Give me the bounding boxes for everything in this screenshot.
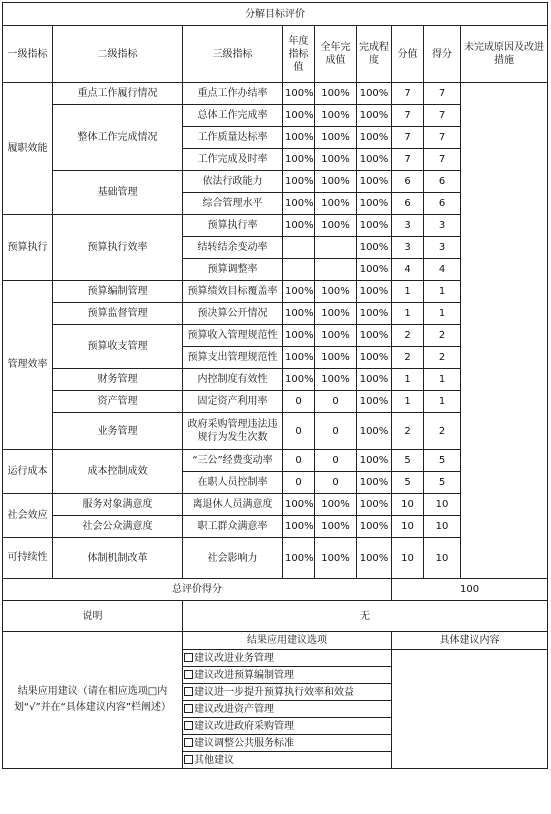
completion-cell: 100% xyxy=(357,215,392,237)
level2-cell: 预算监督管理 xyxy=(53,303,183,325)
score-cell: 1 xyxy=(424,303,461,325)
score-value-cell: 7 xyxy=(392,105,424,127)
group-budget-execution: 预算执行 xyxy=(3,215,53,281)
score-cell: 1 xyxy=(424,391,461,413)
score-cell: 2 xyxy=(424,413,461,450)
level3-cell: 职工群众满意率 xyxy=(183,516,283,538)
suggestion-option[interactable] xyxy=(183,650,392,667)
score-cell: 5 xyxy=(424,450,461,472)
score-value-cell: 4 xyxy=(392,259,424,281)
score-cell: 10 xyxy=(424,538,461,579)
score-value-cell: 3 xyxy=(392,237,424,259)
checkbox-icon[interactable] xyxy=(184,670,193,679)
level3-cell: 预算绩效目标覆盖率 xyxy=(183,281,283,303)
level2-cell: 预算执行效率 xyxy=(53,215,183,281)
level3-cell: 固定资产利用率 xyxy=(183,391,283,413)
level2-cell: 社会公众满意度 xyxy=(53,516,183,538)
score-value-cell: 10 xyxy=(392,538,424,579)
suggestion-header-row xyxy=(3,632,548,650)
total-row xyxy=(3,579,548,601)
target-cell: 100% xyxy=(283,494,315,516)
level3-cell: 预算执行率 xyxy=(183,215,283,237)
table-title: 分解目标评价 xyxy=(3,3,548,26)
suggestion-option[interactable] xyxy=(183,701,392,718)
level2-cell: 预算编制管理 xyxy=(53,281,183,303)
level2-cell: 预算收支管理 xyxy=(53,325,183,369)
suggestion-option-label: 建议调整公共服务标准 xyxy=(194,737,294,749)
completion-cell: 100% xyxy=(357,369,392,391)
suggestion-option[interactable] xyxy=(183,667,392,684)
full-year-cell: 100% xyxy=(315,303,357,325)
score-value-cell: 2 xyxy=(392,413,424,450)
full-year-cell: 100% xyxy=(315,347,357,369)
suggestion-label: 结果应用建议（请在相应选项□内划“√”并在“具体建议内容”栏阐述） xyxy=(3,632,183,769)
suggestion-option-label: 其他建议 xyxy=(194,754,234,766)
target-cell: 0 xyxy=(283,413,315,450)
target-cell: 100% xyxy=(283,516,315,538)
score-cell: 7 xyxy=(424,105,461,127)
score-value-cell: 2 xyxy=(392,347,424,369)
completion-cell: 100% xyxy=(357,516,392,538)
level3-cell: 内控制度有效性 xyxy=(183,369,283,391)
score-cell: 1 xyxy=(424,369,461,391)
group-performance: 履职效能 xyxy=(3,83,53,215)
level2-cell: 业务管理 xyxy=(53,413,183,450)
score-value-cell: 2 xyxy=(392,325,424,347)
header-reason: 未完成原因及改进措施 xyxy=(461,26,548,83)
target-cell: 100% xyxy=(283,215,315,237)
completion-cell: 100% xyxy=(357,450,392,472)
checkbox-icon[interactable] xyxy=(184,738,193,747)
full-year-cell: 100% xyxy=(315,494,357,516)
target-cell: 100% xyxy=(283,127,315,149)
full-year-cell: 100% xyxy=(315,83,357,105)
score-cell: 4 xyxy=(424,259,461,281)
full-year-cell: 100% xyxy=(315,281,357,303)
level2-cell: 服务对象满意度 xyxy=(53,494,183,516)
target-cell: 100% xyxy=(283,303,315,325)
completion-cell: 100% xyxy=(357,105,392,127)
suggestion-option-label: 建议改进业务管理 xyxy=(194,652,274,664)
completion-cell: 100% xyxy=(357,281,392,303)
score-cell: 6 xyxy=(424,193,461,215)
suggestion-option[interactable] xyxy=(183,735,392,752)
full-year-cell: 0 xyxy=(315,472,357,494)
level2-cell: 整体工作完成情况 xyxy=(53,105,183,171)
score-cell: 7 xyxy=(424,149,461,171)
table-row xyxy=(3,83,548,105)
suggestion-option-label: 建议改进预算编制管理 xyxy=(194,669,294,681)
completion-cell: 100% xyxy=(357,325,392,347)
header-score-value: 分值 xyxy=(392,26,424,83)
completion-cell: 100% xyxy=(357,193,392,215)
level2-cell: 成本控制成效 xyxy=(53,450,183,494)
evaluation-sheet xyxy=(2,2,547,769)
header-completion: 完成程度 xyxy=(357,26,392,83)
completion-cell: 100% xyxy=(357,303,392,325)
full-year-cell: 0 xyxy=(315,391,357,413)
level3-cell: 预算收入管理规范性 xyxy=(183,325,283,347)
score-cell: 1 xyxy=(424,281,461,303)
full-year-cell: 100% xyxy=(315,171,357,193)
target-cell xyxy=(283,259,315,281)
score-value-cell: 7 xyxy=(392,149,424,171)
completion-cell: 100% xyxy=(357,538,392,579)
level3-cell: 社会影响力 xyxy=(183,538,283,579)
suggestion-option[interactable] xyxy=(183,752,392,769)
level3-cell: 重点工作办结率 xyxy=(183,83,283,105)
completion-cell: 100% xyxy=(357,149,392,171)
level3-cell: 工作质量达标率 xyxy=(183,127,283,149)
score-value-cell: 1 xyxy=(392,303,424,325)
score-cell: 2 xyxy=(424,325,461,347)
header-row xyxy=(3,26,548,83)
suggestion-options-header: 结果应用建议选项 xyxy=(183,632,392,650)
score-value-cell: 1 xyxy=(392,281,424,303)
full-year-cell: 100% xyxy=(315,105,357,127)
level2-cell: 体制机制改革 xyxy=(53,538,183,579)
level3-cell: 结转结余变动率 xyxy=(183,237,283,259)
level2-cell: 重点工作履行情况 xyxy=(53,83,183,105)
full-year-cell: 100% xyxy=(315,215,357,237)
score-cell: 10 xyxy=(424,516,461,538)
score-cell: 3 xyxy=(424,237,461,259)
target-cell xyxy=(283,237,315,259)
checkbox-icon[interactable] xyxy=(184,687,193,696)
completion-cell: 100% xyxy=(357,171,392,193)
completion-cell: 100% xyxy=(357,83,392,105)
group-sustainability: 可持续性 xyxy=(3,538,53,579)
target-cell: 0 xyxy=(283,472,315,494)
suggestion-option-label: 建议改进资产管理 xyxy=(194,703,274,715)
completion-cell: 100% xyxy=(357,347,392,369)
group-operating-cost: 运行成本 xyxy=(3,450,53,494)
header-level3: 三级指标 xyxy=(183,26,283,83)
score-cell: 10 xyxy=(424,494,461,516)
full-year-cell: 100% xyxy=(315,538,357,579)
evaluation-table xyxy=(2,2,548,769)
score-cell: 6 xyxy=(424,171,461,193)
target-cell: 0 xyxy=(283,391,315,413)
completion-cell: 100% xyxy=(357,472,392,494)
level3-cell: 政府采购管理违法违规行为发生次数 xyxy=(183,413,283,450)
level3-cell: 离退休人员满意度 xyxy=(183,494,283,516)
score-value-cell: 10 xyxy=(392,494,424,516)
level3-cell: “三公”经费变动率 xyxy=(183,450,283,472)
suggestion-option[interactable] xyxy=(183,718,392,735)
header-level1: 一级指标 xyxy=(3,26,53,83)
score-value-cell: 1 xyxy=(392,391,424,413)
target-cell: 100% xyxy=(283,325,315,347)
total-value: 100 xyxy=(392,579,548,601)
target-cell: 100% xyxy=(283,193,315,215)
score-cell: 7 xyxy=(424,83,461,105)
target-cell: 100% xyxy=(283,83,315,105)
target-cell: 100% xyxy=(283,171,315,193)
checkbox-icon[interactable] xyxy=(184,721,193,730)
level2-cell: 财务管理 xyxy=(53,369,183,391)
note-label: 说明 xyxy=(3,601,183,632)
full-year-cell xyxy=(315,259,357,281)
full-year-cell xyxy=(315,237,357,259)
score-value-cell: 7 xyxy=(392,127,424,149)
level3-cell: 在职人员控制率 xyxy=(183,472,283,494)
group-social-effect: 社会效应 xyxy=(3,494,53,538)
level3-cell: 依法行政能力 xyxy=(183,171,283,193)
suggestion-detail-header: 具体建议内容 xyxy=(392,632,548,650)
checkbox-icon[interactable] xyxy=(184,653,193,662)
header-full-year-value: 全年完成值 xyxy=(315,26,357,83)
target-cell: 100% xyxy=(283,369,315,391)
score-value-cell: 1 xyxy=(392,369,424,391)
full-year-cell: 100% xyxy=(315,127,357,149)
reason-cell xyxy=(461,83,548,579)
score-cell: 5 xyxy=(424,472,461,494)
score-value-cell: 6 xyxy=(392,171,424,193)
completion-cell: 100% xyxy=(357,259,392,281)
full-year-cell: 100% xyxy=(315,149,357,171)
score-cell: 3 xyxy=(424,215,461,237)
level2-cell: 基础管理 xyxy=(53,171,183,215)
score-value-cell: 5 xyxy=(392,472,424,494)
target-cell: 0 xyxy=(283,450,315,472)
full-year-cell: 100% xyxy=(315,325,357,347)
target-cell: 100% xyxy=(283,347,315,369)
header-score: 得分 xyxy=(424,26,461,83)
score-cell: 2 xyxy=(424,347,461,369)
level3-cell: 综合管理水平 xyxy=(183,193,283,215)
full-year-cell: 0 xyxy=(315,450,357,472)
target-cell: 100% xyxy=(283,105,315,127)
target-cell: 100% xyxy=(283,281,315,303)
completion-cell: 100% xyxy=(357,413,392,450)
header-level2: 二级指标 xyxy=(53,26,183,83)
total-label: 总评价得分 xyxy=(3,579,392,601)
score-value-cell: 10 xyxy=(392,516,424,538)
note-row xyxy=(3,601,548,632)
suggestion-detail-cell[interactable] xyxy=(392,650,548,769)
completion-cell: 100% xyxy=(357,391,392,413)
score-value-cell: 3 xyxy=(392,215,424,237)
suggestion-option-label: 建议改进政府采购管理 xyxy=(194,720,294,732)
full-year-cell: 100% xyxy=(315,516,357,538)
score-value-cell: 6 xyxy=(392,193,424,215)
checkbox-icon[interactable] xyxy=(184,704,193,713)
score-value-cell: 7 xyxy=(392,83,424,105)
note-value: 无 xyxy=(183,601,548,632)
score-value-cell: 5 xyxy=(392,450,424,472)
level3-cell: 预算调整率 xyxy=(183,259,283,281)
completion-cell: 100% xyxy=(357,237,392,259)
title-row xyxy=(3,3,548,26)
suggestion-option[interactable] xyxy=(183,684,392,701)
level3-cell: 工作完成及时率 xyxy=(183,149,283,171)
header-annual-target: 年度指标值 xyxy=(283,26,315,83)
group-management-efficiency: 管理效率 xyxy=(3,281,53,450)
full-year-cell: 100% xyxy=(315,193,357,215)
target-cell: 100% xyxy=(283,538,315,579)
completion-cell: 100% xyxy=(357,494,392,516)
level3-cell: 预算支出管理规范性 xyxy=(183,347,283,369)
completion-cell: 100% xyxy=(357,127,392,149)
level2-cell: 资产管理 xyxy=(53,391,183,413)
checkbox-icon[interactable] xyxy=(184,755,193,764)
full-year-cell: 0 xyxy=(315,413,357,450)
score-cell: 7 xyxy=(424,127,461,149)
target-cell: 100% xyxy=(283,149,315,171)
full-year-cell: 100% xyxy=(315,369,357,391)
level3-cell: 总体工作完成率 xyxy=(183,105,283,127)
suggestion-option-label: 建议进一步提升预算执行效率和效益 xyxy=(194,686,354,698)
level3-cell: 预决算公开情况 xyxy=(183,303,283,325)
